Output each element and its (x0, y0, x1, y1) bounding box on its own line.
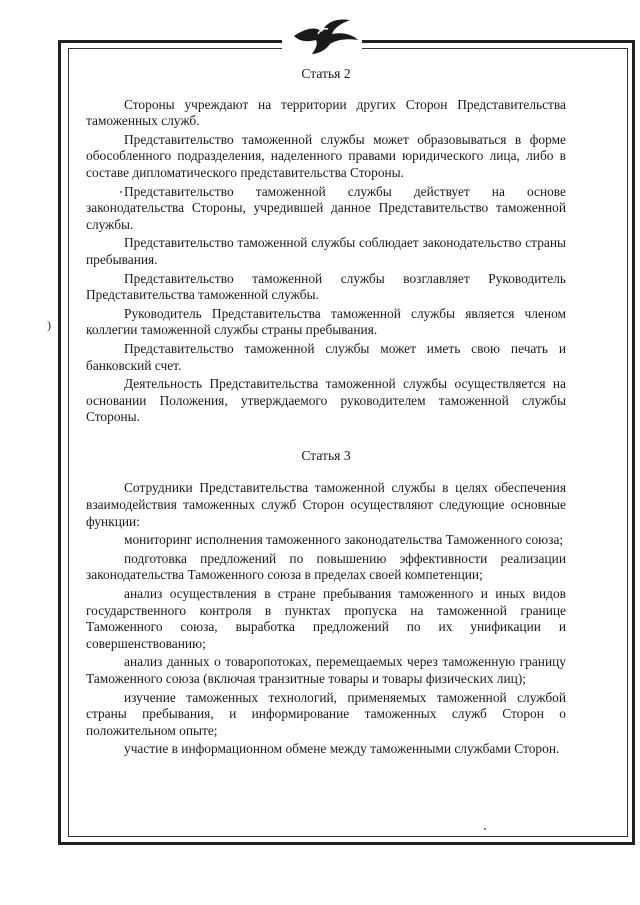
article-3-paragraph: изучение таможенных технологий, применяемых таможенной службой страны пребывания, и информирование таможенных служб Сторон о положительном опыте; (86, 689, 566, 738)
article-3-paragraph: мониторинг исполнения таможенного законодательства Таможенного союза; (124, 532, 564, 548)
eagle-emblem-icon (282, 14, 362, 58)
article-2-paragraph: Представительство таможенной службы может иметь свою печать и банковский счет. (86, 340, 566, 373)
margin-mark: ) (47, 318, 51, 332)
article-2-paragraph: Деятельность Представительства таможенной службы осуществляется на основании Положения, утверждаемого руководителем таможенной службы Стороны. (86, 376, 566, 425)
article-2-heading: Статья 2 (301, 66, 351, 81)
article-3-heading: Статья 3 (301, 447, 351, 463)
article-3-paragraph: анализ данных о товаропотоках, перемещаемых через таможенную границу Таможенного союза (включая транзитные товары и товары физических лиц); (86, 654, 566, 686)
document-body (86, 60, 566, 760)
article-2-paragraph: Представительство таможенной службы соблюдает законодательство страны пребывания. (86, 235, 566, 267)
article-3-paragraph: участие в информационном обмене между таможенными службами Сторон. (124, 741, 560, 757)
article-2-paragraph: Представительство таможенной службы возглавляет Руководитель Представительства таможенной службы. (86, 270, 566, 303)
article-3-paragraph: подготовка предложений по повышению эффективности реализации законодательства Таможенного союза в пределах своей компетенции; (86, 550, 566, 583)
article-2-paragraph: Руководитель Представительства таможенной службы является членом коллегии таможенной службы страны пребывания. (86, 305, 566, 338)
scan-speck (484, 828, 486, 830)
article-2-paragraph: Представительство таможенной службы действует на основе законодательства Стороны, учредившей данное Представительство таможенной службы. (86, 183, 566, 232)
article-3-paragraph: Сотрудники Представительства таможенной службы в целях обеспечения взаимодействия таможенных служб Сторон осуществляют следующие основные функции: (86, 480, 566, 529)
article-2-paragraph: Представительство таможенной службы может образовываться в форме обособленного подразделения, наделенного правами юридического лица, либо в составе дипломатического представительства Стороны. (86, 131, 566, 180)
scan-speck (120, 191, 122, 193)
article-3-paragraph: анализ осуществления в стране пребывания таможенного и иных видов государственного контроля в пунктах пропуска на таможенной границе Таможенного союза, выработка предложений по их унификации и совершенствованию; (86, 586, 566, 651)
article-2-paragraph: Стороны учреждают на территории других Сторон Представительства таможенных служб. (86, 96, 566, 129)
